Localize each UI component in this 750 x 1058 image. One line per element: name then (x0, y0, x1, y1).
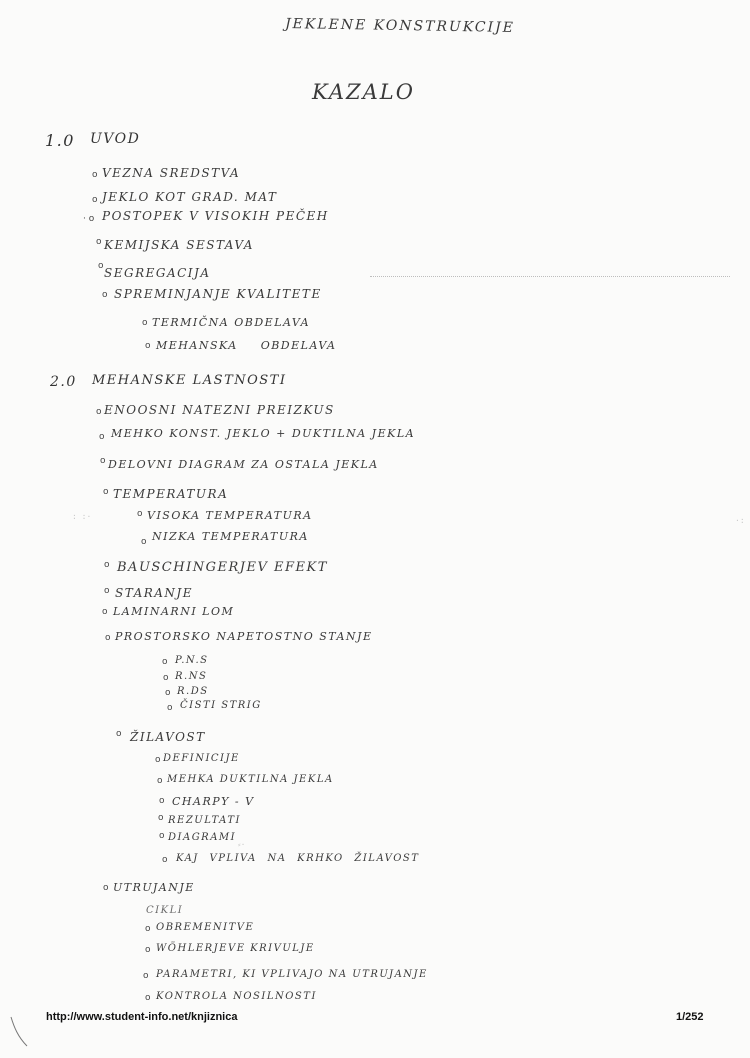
bullet-icon: o (137, 509, 143, 519)
section-number: 2.0 (50, 374, 77, 390)
toc-subitem: ČISTI STRIG (180, 700, 262, 711)
scan-artifact-speckle: : :· (72, 512, 92, 521)
bullet-icon: o (92, 195, 98, 205)
toc-item: JEKLO KOT GRAD. MAT (102, 190, 278, 204)
toc-item: ŽILAVOST (130, 730, 206, 744)
toc-item: MEHKO KONST. JEKLO + DUKTILNA JEKLA (111, 427, 416, 440)
bullet-icon: o (98, 261, 104, 271)
bullet-icon: o (102, 607, 108, 617)
bullet-icon: o (159, 796, 165, 806)
bullet-icon: o (96, 407, 102, 417)
toc-subitem: OBREMENITVE (156, 922, 255, 933)
section-number: 1.0 (45, 131, 75, 150)
margin-pen-mark (8, 1015, 30, 1049)
bullet-icon: o (102, 290, 108, 300)
section-title: UVOD (90, 131, 141, 147)
toc-subitem: R.DS (177, 686, 209, 697)
bullet-icon: o (155, 755, 161, 765)
toc-item: STARANJE (115, 586, 194, 600)
toc-item: SPREMINJANJE KVALITETE (114, 287, 322, 301)
toc-subitem: DEFINICIJE (163, 753, 240, 764)
toc-item: DELOVNI DIAGRAM ZA OSTALA JEKLA (108, 458, 379, 471)
toc-subitem: CIKLI (146, 905, 184, 916)
bullet-icon: o (165, 688, 171, 698)
toc-subitem: KONTROLA NOSILNOSTI (156, 991, 317, 1002)
toc-item: ENOOSNI NATEZNI PREIZKUS (104, 403, 335, 417)
toc-subitem: MEHANSKA OBDELAVA (156, 339, 337, 352)
document-header: JEKLENE KONSTRUKCIJE (284, 15, 516, 37)
section-title: MEHANSKE LASTNOSTI (92, 373, 287, 388)
bullet-icon: o (145, 993, 151, 1003)
bullet-icon: · o (83, 214, 95, 224)
toc-item: KEMIJSKA SESTAVA (104, 238, 254, 252)
scan-artifact-speckle: ⸗· (238, 840, 246, 849)
bullet-icon: o (99, 432, 105, 442)
toc-item: BAUSCHINGERJEV EFEKT (117, 560, 328, 575)
scan-artifact-speckle: ·: (735, 516, 745, 525)
toc-subitem: NIZKA TEMPERATURA (152, 530, 309, 543)
bullet-icon: o (96, 237, 102, 247)
bullet-icon: o (103, 883, 109, 893)
bullet-icon: o (158, 813, 164, 823)
bullet-icon: o (105, 633, 111, 643)
bullet-icon: o (145, 341, 151, 351)
bullet-icon: o (143, 971, 149, 981)
toc-subitem: PARAMETRI, KI VPLIVAJO NA UTRUJANJE (156, 969, 428, 980)
bullet-icon: o (145, 945, 151, 955)
bullet-icon: o (103, 487, 109, 497)
bullet-icon: o (167, 703, 173, 713)
bullet-icon: o (104, 586, 110, 596)
toc-item: PROSTORSKO NAPETOSTNO STANJE (115, 630, 373, 643)
toc-item: UTRUJANJE (113, 881, 195, 894)
toc-subitem: KAJ VPLIVA NA KRHKO ŽILAVOST (176, 853, 420, 864)
bullet-icon: o (92, 170, 98, 180)
toc-subitem: R.NS (175, 671, 208, 682)
toc-subitem: P.N.S (175, 655, 209, 666)
toc-item: LAMINARNI LOM (113, 605, 235, 618)
bullet-icon: o (163, 673, 169, 683)
bullet-icon: o (162, 855, 168, 865)
toc-item: POSTOPEK V VISOKIH PEČEH (102, 209, 329, 223)
page-title: KAZALO (312, 80, 415, 104)
scan-artifact-line (370, 276, 730, 277)
toc-item: VEZNA SREDSTVA (102, 166, 241, 180)
bullet-icon: o (104, 560, 110, 570)
toc-subitem: TERMIČNA OBDELAVA (152, 316, 311, 329)
footer-source-link[interactable]: http://www.student-info.net/knjiznica (46, 1011, 238, 1023)
toc-subitem: REZULTATI (168, 815, 241, 826)
bullet-icon: o (100, 456, 106, 466)
bullet-icon: o (162, 657, 168, 667)
bullet-icon: o (145, 924, 151, 934)
bullet-icon: o (116, 729, 122, 739)
toc-subitem: MEHKA DUKTILNA JEKLA (167, 774, 334, 785)
bullet-icon: o (159, 831, 165, 841)
toc-subitem: WÖHLERJEVE KRIVULJE (156, 943, 315, 954)
toc-subitem: CHARPY - V (172, 795, 255, 808)
toc-subitem: DIAGRAMI (168, 832, 237, 843)
toc-subitem: VISOKA TEMPERATURA (147, 509, 313, 522)
bullet-icon: o (141, 537, 147, 547)
toc-item: SEGREGACIJA (104, 266, 211, 280)
bullet-icon: o (142, 318, 148, 328)
page-number: 1/252 (676, 1011, 704, 1023)
toc-item: TEMPERATURA (113, 487, 229, 501)
bullet-icon: o (157, 776, 163, 786)
